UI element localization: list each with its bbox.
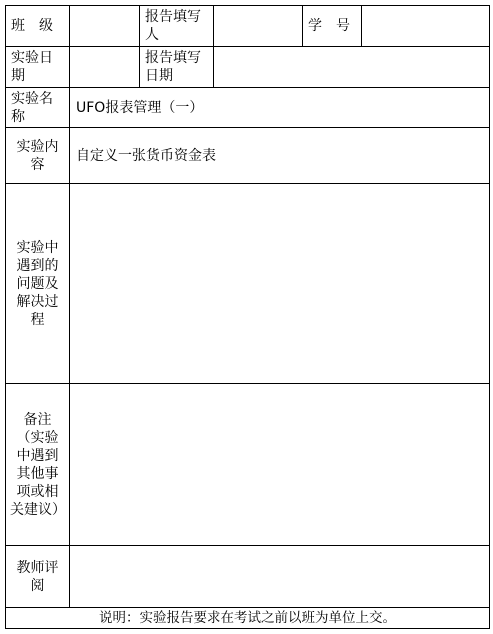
exp-name-label: 实验名称 <box>6 88 70 128</box>
footer-note: 说明：实验报告要求在考试之前以班为单位上交。 <box>6 608 490 629</box>
row-header-info <box>6 6 490 47</box>
reporter-label: 报告填写人 <box>140 6 214 47</box>
row-exp-name <box>6 88 490 128</box>
row-problems <box>6 184 490 384</box>
problems-label: 实验中遇到的问题及解决过程 <box>6 184 70 384</box>
exp-name-value: UFO报表管理（一） <box>70 88 490 128</box>
report-date-label: 报告填写日期 <box>140 47 214 88</box>
class-value-cell[interactable] <box>70 6 140 47</box>
lab-report-form <box>5 5 489 629</box>
row-dates <box>6 47 490 88</box>
remarks-label: 备注（实验中遇到其他事项或相关建议） <box>6 384 70 546</box>
row-footer <box>6 608 490 629</box>
exp-content-value: 自定义一张货币资金表 <box>70 128 490 184</box>
teacher-value-cell[interactable] <box>70 546 490 608</box>
exp-content-label: 实验内容 <box>6 128 70 184</box>
student-id-label: 学 号 <box>303 6 362 47</box>
report-date-value-cell[interactable] <box>214 47 490 88</box>
remarks-value-cell[interactable] <box>70 384 490 546</box>
row-exp-content <box>6 128 490 184</box>
reporter-value-cell[interactable] <box>214 6 303 47</box>
class-label: 班 级 <box>6 6 70 47</box>
student-id-value-cell[interactable] <box>362 6 490 47</box>
row-remarks <box>6 384 490 546</box>
exp-date-value-cell[interactable] <box>70 47 140 88</box>
row-teacher <box>6 546 490 608</box>
teacher-label: 教师评阅 <box>6 546 70 608</box>
report-table <box>5 5 490 629</box>
exp-date-label: 实验日期 <box>6 47 70 88</box>
problems-value-cell[interactable] <box>70 184 490 384</box>
